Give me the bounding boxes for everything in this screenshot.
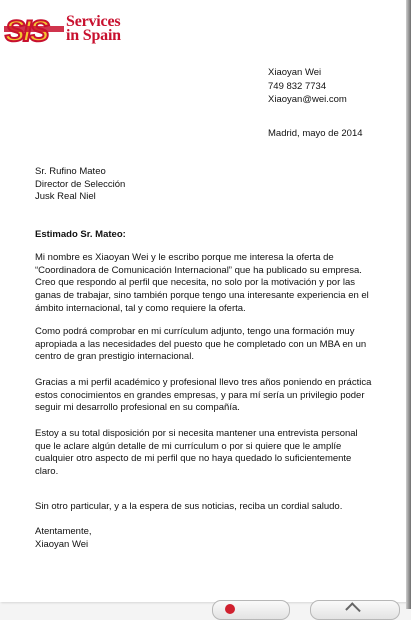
paragraph-line: ámbito internacional, tal y como requiere la oferta.: [35, 302, 246, 314]
record-icon: [225, 604, 235, 614]
body-paragraph-2: [35, 326, 385, 364]
company-logo: [4, 12, 134, 46]
closing-block: [35, 525, 92, 551]
paragraph-line: seguir mi desarrollo profesional en su compañía.: [35, 402, 240, 414]
paragraph-line: Estoy a su total disposición por si necesita mantener una entrevista personal: [35, 428, 358, 439]
salutation: Estimado Sr. Mateo:: [35, 229, 126, 240]
sender-block: [268, 66, 347, 107]
chevron-up-icon: [345, 602, 361, 618]
paragraph-line: centro de gran prestigio internacional.: [35, 351, 194, 363]
closing-phrase: Atentamente,: [35, 526, 92, 537]
recipient-title: Director de Selección: [35, 178, 126, 190]
paragraph-line: Gracias a mi perfil académico y profesional llevo tres años poniendo en práctica: [35, 377, 372, 388]
toolbar-button-right[interactable]: [310, 600, 400, 620]
logo-line-2: in Spain: [66, 27, 121, 44]
body-paragraph-3: [35, 377, 385, 415]
signature-name: Xiaoyan Wei: [35, 539, 89, 550]
logo-line-1: Services: [66, 13, 121, 30]
toolbar-button-left[interactable]: [212, 600, 290, 620]
window-edge: [406, 0, 411, 609]
sis-logo-mark-icon: [4, 12, 66, 46]
paragraph-line: apropiada a las necesidades del puesto que he completado con un MBA en un: [35, 338, 367, 350]
paragraph-line: “Coordinadora de Comunicación Internacional” que ha publicado su empresa.: [35, 264, 362, 276]
body-paragraph-5: [35, 501, 385, 514]
letter-date: Madrid, mayo de 2014: [268, 128, 363, 139]
body-paragraph-4: [35, 428, 385, 479]
paragraph-line: Sin otro particular, y a la espera de sus noticias, reciba un cordial saludo.: [35, 501, 343, 512]
paragraph-line: Mi nombre es Xiaoyan Wei y le escribo porque me interesa la oferta de: [35, 252, 334, 263]
paragraph-line: claro.: [35, 466, 59, 478]
paragraph-line: Creo que respondo al perfil que necesita, no solo por la motivación y por las: [35, 277, 356, 289]
logo-wordmark: [66, 15, 121, 43]
sender-email: Xiaoyan@wei.com: [268, 94, 347, 105]
body-paragraph-1: [35, 252, 385, 316]
sender-phone: 749 832 7734: [268, 80, 327, 92]
paragraph-line: que le aclare algún detalle de mi currículum o por si quiere que le amplíe: [35, 440, 342, 452]
recipient-name: Sr. Rufino Mateo: [35, 166, 106, 177]
recipient-block: [35, 166, 125, 204]
paragraph-line: estos conocimientos en grandes empresas, y para mí sería un privilegio poder: [35, 389, 365, 401]
paragraph-line: Como podrá comprobar en mi currículum adjunto, tengo una formación muy: [35, 326, 355, 337]
sender-name: Xiaoyan Wei: [268, 67, 322, 78]
paragraph-line: cualquier otro aspecto de mi perfil que no haya quedado lo suficientemente: [35, 453, 352, 465]
paragraph-line: ganas de trabajar, sino también porque tengo una interesante experiencia en el: [35, 290, 369, 302]
recipient-company: Jusk Real Niel: [35, 191, 96, 202]
